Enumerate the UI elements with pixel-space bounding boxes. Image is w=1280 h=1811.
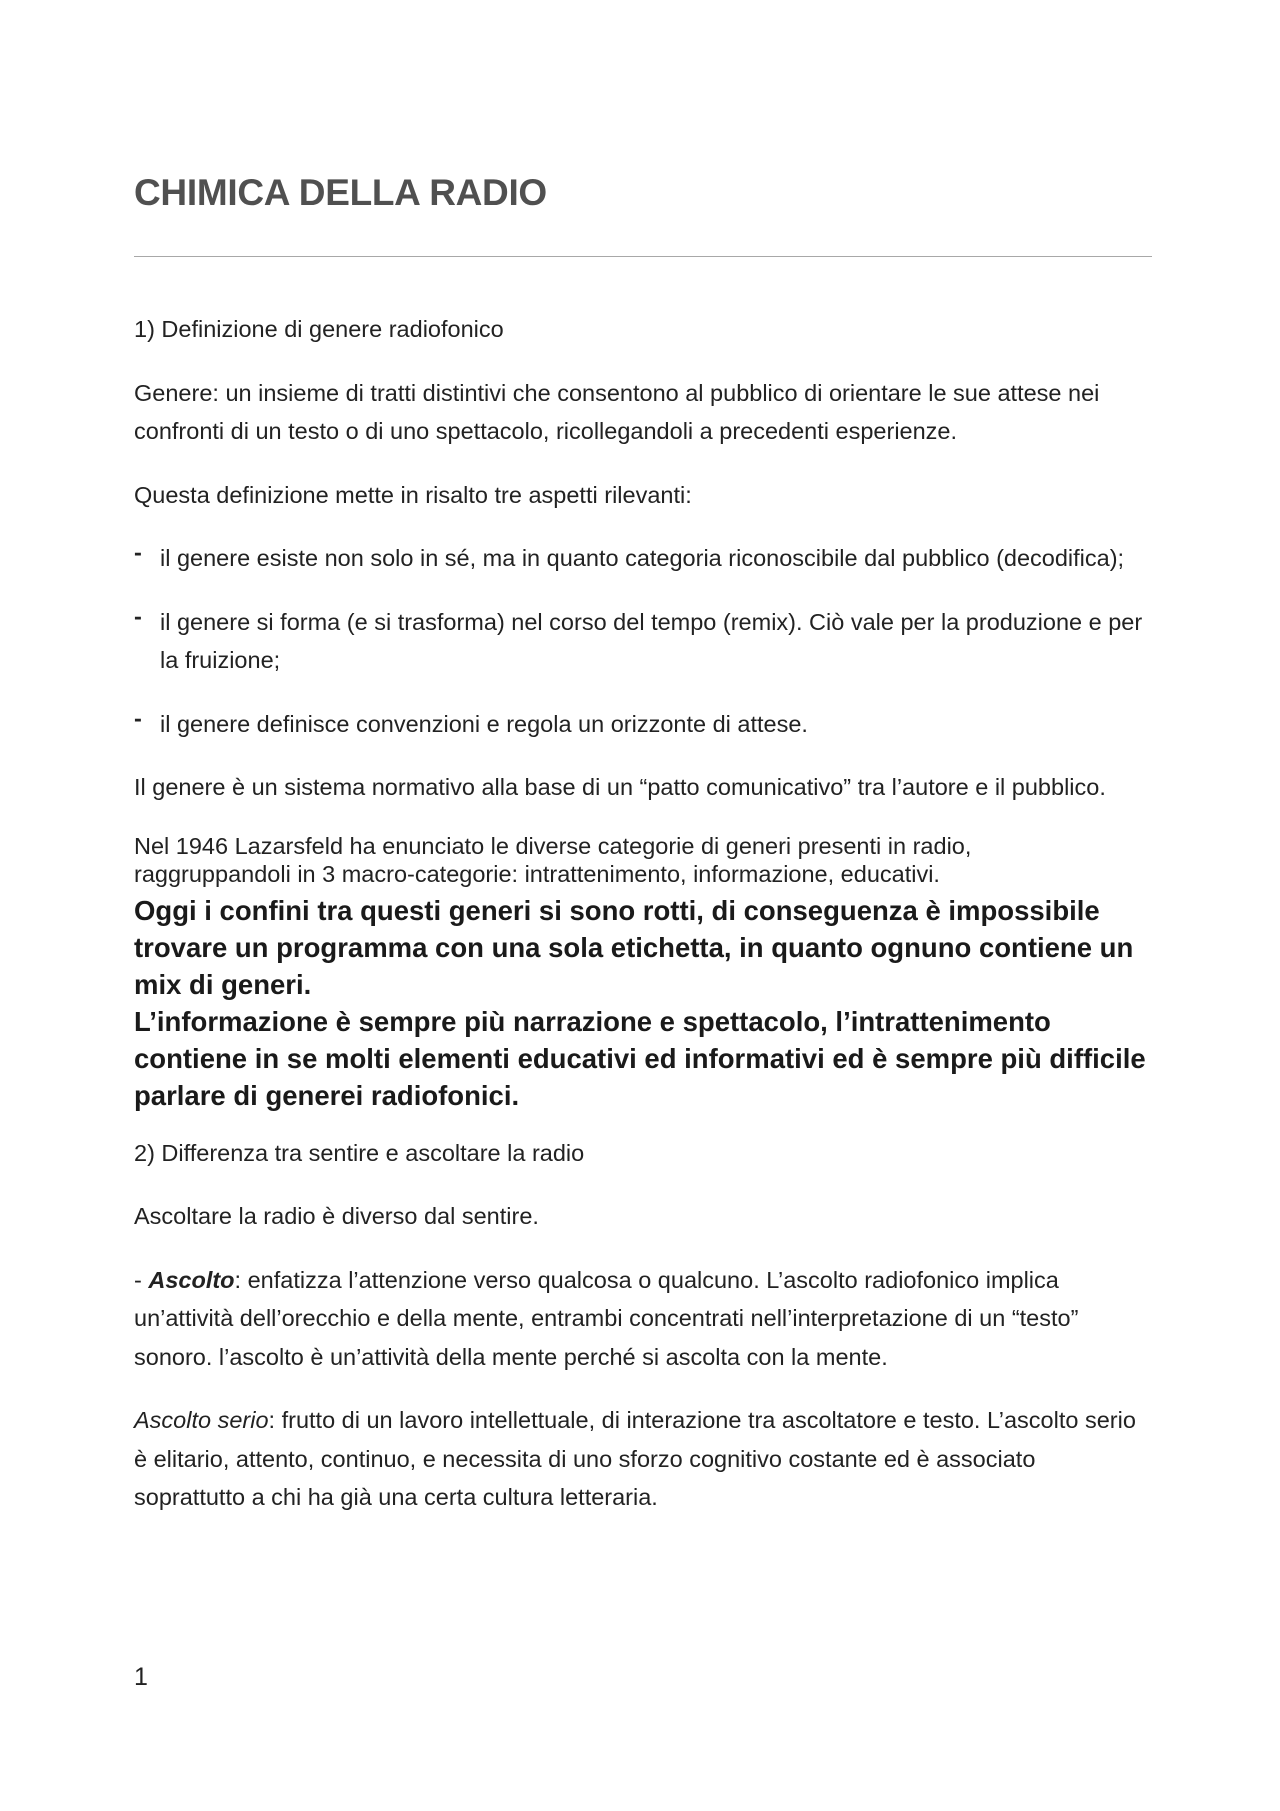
bullet-dash: - <box>134 539 142 565</box>
emphasis-block <box>134 892 1152 1114</box>
list-item-text: il genere definisce convenzioni e regola un orizzonte di attese. <box>160 710 808 737</box>
ascolto-text: : enfatizza l’attenzione verso qualcosa o qualcuno. L’ascolto radiofonico implica un’attività dell’orecchio e della mente, entrambi concentrati nell’interpretazione di un “testo” sonoro. l’ascolto è un’attività della mente perché si ascolta con la mente. <box>134 1266 1079 1370</box>
normative-system-paragraph: Il genere è un sistema normativo alla base di un “patto comunicativo” tra l’autore e il pubblico. <box>134 774 1106 800</box>
list-item-text: il genere si forma (e si trasforma) nel corso del tempo (remix). Ciò vale per la produzione e per la fruizione; <box>160 608 1143 673</box>
ascolto-serio-paragraph <box>134 1401 1152 1517</box>
ascolto-serio-text: : frutto di un lavoro intellettuale, di interazione tra ascoltatore e testo. L’ascolto serio è elitario, attento, continuo, e necessita di uno sforzo cognitivo costante ed è associato soprattutto a chi ha già una certa cultura letteraria. <box>134 1407 1136 1510</box>
section-heading-1: 1) Definizione di genere radiofonico <box>134 316 504 342</box>
ascolto-term: Ascolto <box>148 1266 235 1293</box>
list-item <box>134 705 1152 744</box>
genre-definition-paragraph: Genere: un insieme di tratti distintivi che consentono al pubblico di orientare le sue attese nei confronti di un testo o di uno spettacolo, ricollegandoli a precedenti esperienze. <box>134 379 1100 444</box>
document-title: CHIMICA DELLA RADIO <box>134 172 547 213</box>
page-number: 1 <box>134 1663 148 1691</box>
lazarsfeld-line: raggruppandoli in 3 macro-categorie: intrattenimento, informazione, educativi. <box>134 860 940 887</box>
bullet-dash: - <box>134 602 142 629</box>
lazarsfeld-paragraph <box>134 832 1152 888</box>
bullet-dash: - <box>134 704 142 731</box>
title-divider <box>134 256 1152 257</box>
emphasis-paragraph: L’informazione è sempre più narrazione e spettacolo, l’intrattenimento contiene in se molti elementi educativi ed informativi ed è sempre più difficile parlare di generei radiofonici. <box>134 1005 1146 1111</box>
ascolto-paragraph <box>134 1261 1152 1377</box>
list-item <box>134 603 1152 680</box>
list-item-text: il genere esiste non solo in sé, ma in quanto categoria riconoscibile dal pubblico (decodifica); <box>160 545 1125 571</box>
listening-intro-paragraph: Ascoltare la radio è diverso dal sentire. <box>134 1203 539 1229</box>
ascolto-serio-term: Ascolto serio <box>134 1407 269 1433</box>
section-heading-2: 2) Differenza tra sentire e ascoltare la radio <box>134 1139 585 1166</box>
list-item <box>134 539 1152 578</box>
emphasis-paragraph: Oggi i confini tra questi generi si sono rotti, di conseguenza è impossibile trovare un programma con una sola etichetta, in quanto ognuno contiene un mix di generi. <box>134 894 1134 1000</box>
lazarsfeld-line: Nel 1946 Lazarsfeld ha enunciato le diverse categorie di generi presenti in radio, <box>134 832 972 859</box>
ascolto-prefix: - <box>134 1266 149 1293</box>
document-body <box>134 310 1152 1542</box>
aspects-intro-paragraph: Questa definizione mette in risalto tre aspetti rilevanti: <box>134 481 692 508</box>
